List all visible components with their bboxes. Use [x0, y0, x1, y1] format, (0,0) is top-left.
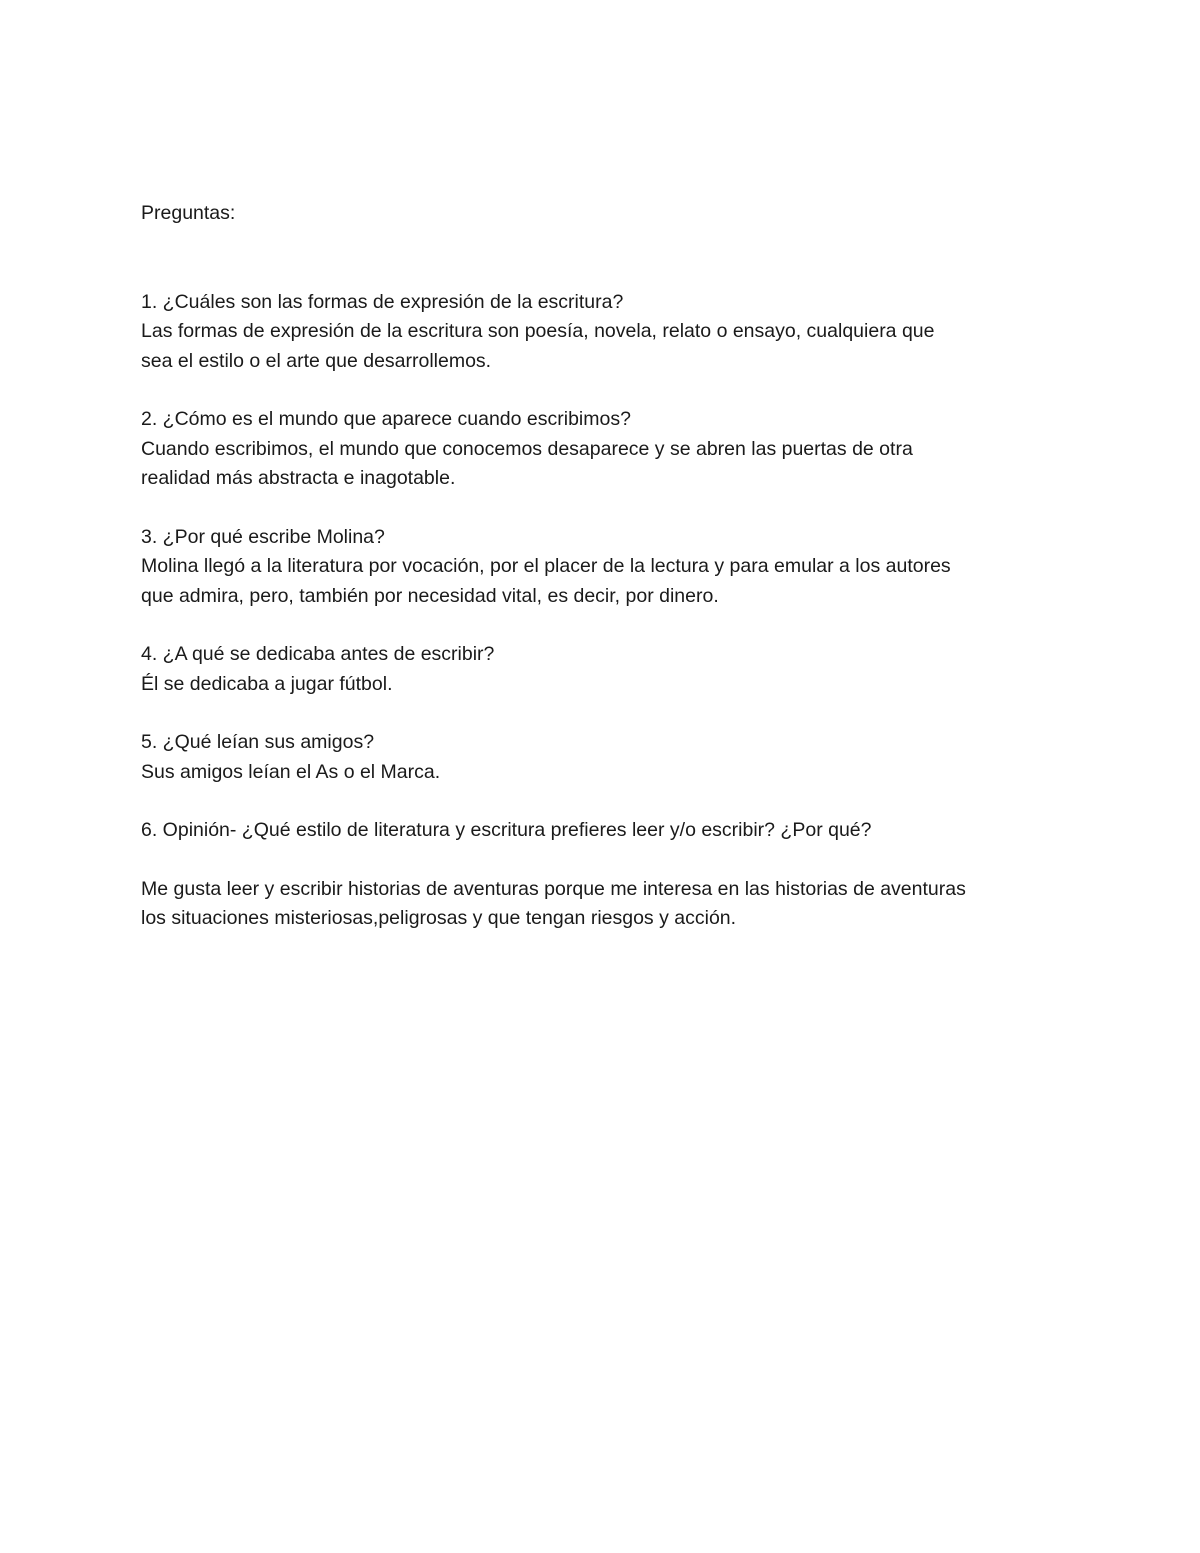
qa-item-6-opinion	[141, 816, 1081, 934]
answer-1-line-1: Las formas de expresión de la escritura son poesía, novela, relato o ensayo, cualquiera que	[141, 320, 935, 342]
question-3: 3. ¿Por qué escribe Molina?	[141, 525, 385, 548]
qa-item-5	[141, 728, 1081, 787]
answer-3-line-1: Molina llegó a la literatura por vocación, por el placer de la lectura y para emular a los autores	[141, 555, 951, 577]
question-6: 6. Opinión- ¿Qué estilo de literatura y escritura prefieres leer y/o escribir? ¿Por qué?	[141, 819, 872, 841]
answer-3-line-2: que admira, pero, también por necesidad vital, es decir, por dinero.	[141, 584, 719, 607]
page-heading: Preguntas:	[141, 202, 236, 224]
question-1: 1. ¿Cuáles son las formas de expresión de la escritura?	[141, 290, 624, 313]
answer-2-line-2: realidad más abstracta e inagotable.	[141, 467, 456, 489]
answer-1-line-2: sea el estilo o el arte que desarrollemos.	[141, 349, 492, 372]
answer-5-line-1: Sus amigos leían el As o el Marca.	[141, 760, 441, 783]
qa-item-4	[141, 640, 1081, 699]
answer-6-line-1: Me gusta leer y escribir historias de aventuras porque me interesa en las historias de aventuras	[141, 877, 966, 900]
document-body	[141, 199, 1081, 934]
question-4: 4. ¿A qué se dedicaba antes de escribir?	[141, 643, 495, 665]
answer-4-line-1: Él se dedicaba a jugar fútbol.	[141, 672, 393, 695]
qa-item-1	[141, 288, 1081, 377]
question-5: 5. ¿Qué leían sus amigos?	[141, 731, 375, 753]
qa-item-3	[141, 523, 1081, 612]
qa-item-2	[141, 405, 1081, 494]
answer-2-line-1: Cuando escribimos, el mundo que conocemos desaparece y se abren las puertas de otra	[141, 437, 913, 460]
question-2: 2. ¿Cómo es el mundo que aparece cuando escribimos?	[141, 408, 631, 430]
answer-6-line-2: los situaciones misteriosas,peligrosas y que tengan riesgos y acción.	[141, 907, 737, 929]
